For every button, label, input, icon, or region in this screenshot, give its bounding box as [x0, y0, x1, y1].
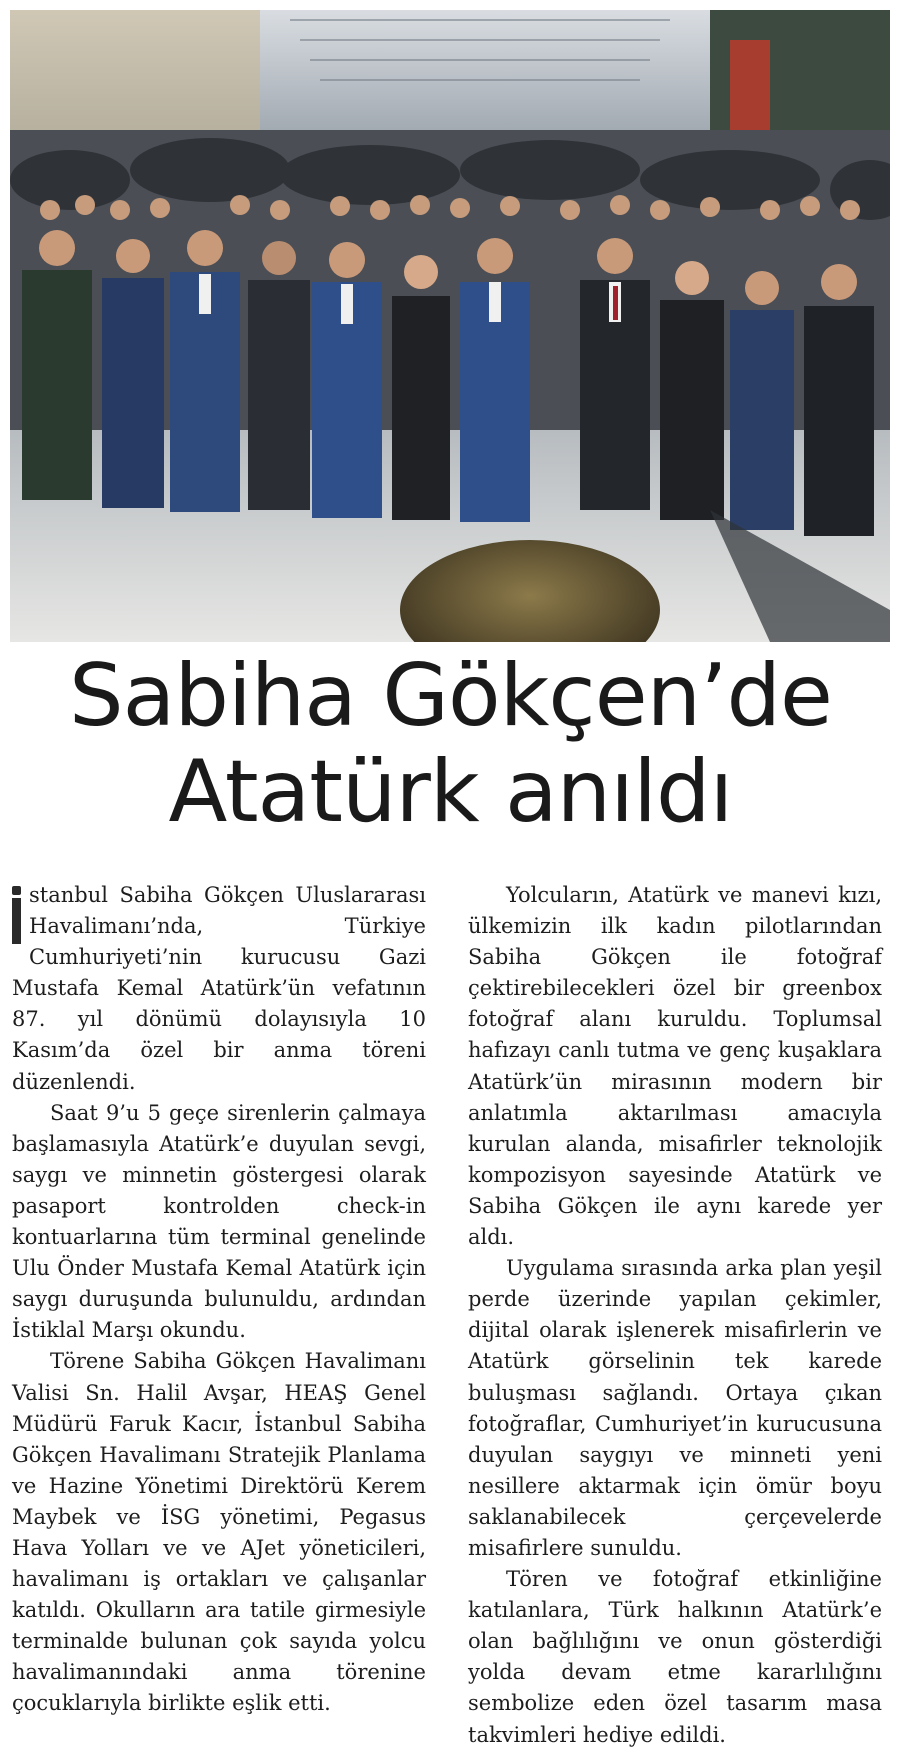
- article-column-left: [12, 880, 426, 1720]
- article-paragraph-2: Saat 9’u 5 geçe sirenlerin çalmaya başlamasıyla Atatürk’e duyulan sevgi, saygı ve minnetin göstergesi olarak pasaport kontrolden check-in kontuarlarına tüm terminal genelinde Ulu Önder Mustafa Kemal Atatürk için saygı duruşunda bulunuldu, ardından İstiklal Marşı okundu.: [12, 1100, 426, 1343]
- headline-line-1: Sabiha Gökçen’de: [69, 646, 832, 746]
- article-paragraph-4: Yolcuların, Atatürk ve manevi kızı, ülkemizin ilk kadın pilotlarından Sabiha Gökçen ile fotoğraf çektirebilecekleri özel bir greenbox fotoğraf alanı kuruldu. Toplumsal hafızayı canlı tutma ve genç kuşaklara Atatürk’ün mirasının modern bir anlatımla aktarılması amacıyla kurulan alanda, misafirler teknolojik kompozisyon sayesinde Atatürk ve Sabiha Gökçen ile aynı karede yer aldı.: [468, 883, 882, 1250]
- headline-line-2: Atatürk anıldı: [168, 742, 733, 842]
- crowd-photo-illustration: [10, 10, 890, 642]
- article-paragraph-3: Törene Sabiha Gökçen Havalimanı Valisi Sn. Halil Avşar, HEAŞ Genel Müdürü Faruk Kacır, İstanbul Sabiha Gökçen Havalimanı Stratejik Planlama ve Hazine Yönetimi Direktörü Kerem Maybek ve İSG yönetimi, Pegasus Hava Yolları ve ve AJet yöneticileri, havalimanı iş ortakları ve çalışanlar katıldı. Okulların ara tatile girmesiyle terminalde bulunan çok sayıda yolcu havalimanındaki anma törenine çocuklarıyla birlikte eşlik etti.: [12, 1349, 426, 1716]
- paragraph-1-text: stanbul Sabiha Gökçen Uluslararası Havalimanı’nda, Türkiye Cumhuriyeti’nin kurucusu Gazi Mustafa Kemal Atatürk’ün vefatının 87. yıl dönümü dolayısıyla 10 Kasım’da özel bir anma töreni düzenlendi.: [12, 883, 426, 1094]
- drop-cap-i-icon: [12, 886, 21, 944]
- news-photo: [10, 10, 890, 642]
- article-paragraph-1: [12, 880, 426, 1098]
- article-paragraph-5: Uygulama sırasında arka plan yeşil perde üzerinde yapılan çekimler, dijital olarak işlenerek misafirlerin ve Atatürk görselinin tek karede buluşması sağlandı. Ortaya çıkan fotoğraflar, Cumhuriyet’in kurucusuna duyulan saygıyı ve minneti yeni nesillere aktarmak için ömür boyu saklanabilecek çerçevelerde misafirlere sunuldu.: [468, 1256, 882, 1560]
- article-paragraph-6: Tören ve fotoğraf etkinliğine katılanlara, Türk halkının Atatürk’e olan bağlılığını ve onun gösterdiği yolda devam etme kararlılığını sembolize eden özel tasarım masa takvimleri hediye edildi.: [468, 1567, 882, 1747]
- headline: [0, 648, 901, 840]
- article-column-right: [468, 880, 882, 1751]
